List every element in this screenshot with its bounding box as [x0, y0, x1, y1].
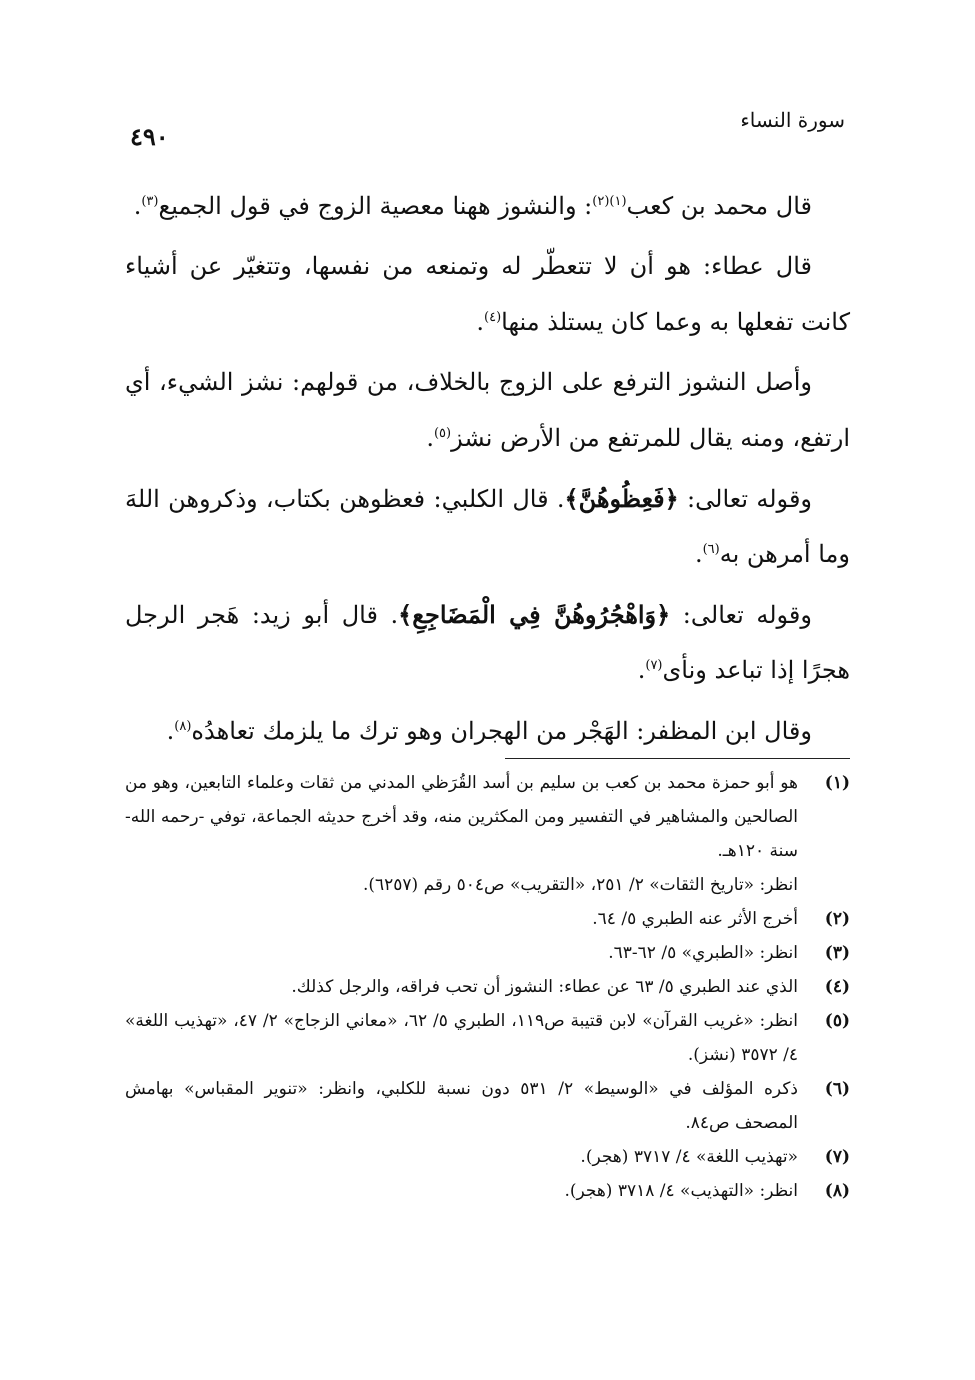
footnote-number: (٦) [824, 1079, 850, 1099]
footnote [125, 936, 850, 970]
paragraph: وقوله تعالى: ﴿فَعِظُوهُنَّ﴾. قال الكلبي: فعظوهن بكتاب، وذكروهن اللهَ وما أمرهن به$^{(٦)}$. [125, 484, 850, 568]
footnote-text-continued: انظر: «تاريخ الثقات» ٢/ ٢٥١، «التقريب» ص٥٠٤ رقم (٦٢٥٧). [362, 875, 798, 895]
footnote-ref[interactable]: (٣) [141, 194, 159, 209]
footnote-divider [505, 758, 850, 759]
footnote-number: (٥) [824, 1011, 850, 1031]
paragraph: قال محمد بن كعب$^{(١)(٢)}$: والنشوز ههنا معصية الزوج في قول الجميع$^{(٣)}$. [133, 192, 812, 220]
footnote-text: «تهذيب اللغة» ٤/ ٣٧١٧ (هجر). [580, 1147, 798, 1167]
paragraph: وأصل النشوز الترفع على الزوج بالخلاف، من قولهم: نشز الشيء، أي ارتفع، ومنه يقال للمرتفع من الأرض نشز$^{(٥)}$. [125, 368, 850, 452]
footnote-ref[interactable]: (٤) [484, 310, 502, 325]
footnotes [125, 766, 850, 1208]
footnote-text: الذي عند الطبري ٥/ ٦٣ عن عطاء: النشوز أن تحب فراقه، والرجل كذلك. [291, 977, 798, 997]
footnote-number: (٣) [824, 943, 850, 963]
footnote-ref[interactable]: (٥) [433, 426, 452, 441]
paragraph: وقال ابن المظفر: الهَجْر من الهجران وهو ترك ما يلزمك تعاهدُه$^{(٨)}$. [166, 717, 812, 745]
footnote-text: هو أبو حمزة محمد بن كعب بن سليم بن أسد القُرَظي المدني من ثقات وعلماء التابعين، وهو من الصالحين والمشاهير في التفسير ومن المكثرين منه، وقد أخرج حديثه الجماعة، توفي -رحمه الله- سنة ١٢٠هـ. [125, 773, 798, 861]
footnote-text: انظر: «غريب القرآن» لابن قتيبة ص١١٩، الطبري ٥/ ٦٢، «معاني الزجاج» ٢/ ٤٧، «تهذيب اللغة» ٤/ ٣٥٧٢ (نشز). [125, 1011, 798, 1065]
page-header [120, 108, 855, 158]
footnote [125, 970, 850, 1004]
footnote [125, 1004, 850, 1072]
footnote-ref[interactable]: (٨) [174, 719, 192, 734]
footnote-ref[interactable]: (٦) [702, 542, 720, 557]
footnote-ref[interactable]: (٧) [645, 658, 663, 673]
page-number: ٤٩٠ [130, 122, 169, 151]
paragraph: قال عطاء: هو أن لا تتعطّر له وتمنعه من نفسها، وتتغيّر عن أشياء كانت تفعلها به وعما كان يستلذ منها$^{(٤)}$. [125, 252, 850, 336]
footnote-number: (٨) [824, 1181, 850, 1201]
quran-verse: ﴿فَعِظُوهُنَّ﴾ [564, 484, 679, 513]
footnote-text: انظر: «الطبري» ٥/ ٦٢-٦٣. [608, 943, 798, 963]
main-text [125, 178, 850, 764]
paragraph: وقوله تعالى: ﴿وَاهْجُرُوهُنَّ فِي الْمَضَاجِعِ﴾. قال أبو زيد: هَجر الرجل هجرًا إذا تباعد ونأى$^{(٧)}$. [125, 600, 850, 684]
footnote-text: انظر: «التهذيب» ٤/ ٣٧١٨ (هجر). [564, 1181, 798, 1201]
footnote [125, 1140, 850, 1174]
surah-title: سورة النساء [740, 108, 845, 132]
footnote [125, 1174, 850, 1208]
quran-verse: ﴿وَاهْجُرُوهُنَّ فِي الْمَضَاجِعِ﴾ [398, 600, 671, 629]
footnote-text: أخرج الأثر عنه الطبري ٥/ ٦٤. [592, 909, 798, 929]
footnote [125, 766, 850, 902]
footnote [125, 902, 850, 936]
footnote [125, 1072, 850, 1140]
footnote-number: (٤) [824, 977, 850, 997]
footnote-number: (٧) [824, 1147, 850, 1167]
footnote-text: ذكره المؤلف في «الوسيط» ٢/ ٥٣١ دون نسبة للكلبي، وانظر: «تنوير المقباس» بهامش المصحف ص٨٤. [125, 1079, 798, 1133]
footnote-number: (١) [824, 773, 850, 793]
footnote-number: (٢) [824, 909, 850, 929]
footnote-ref[interactable]: (١)(٢) [592, 194, 627, 209]
